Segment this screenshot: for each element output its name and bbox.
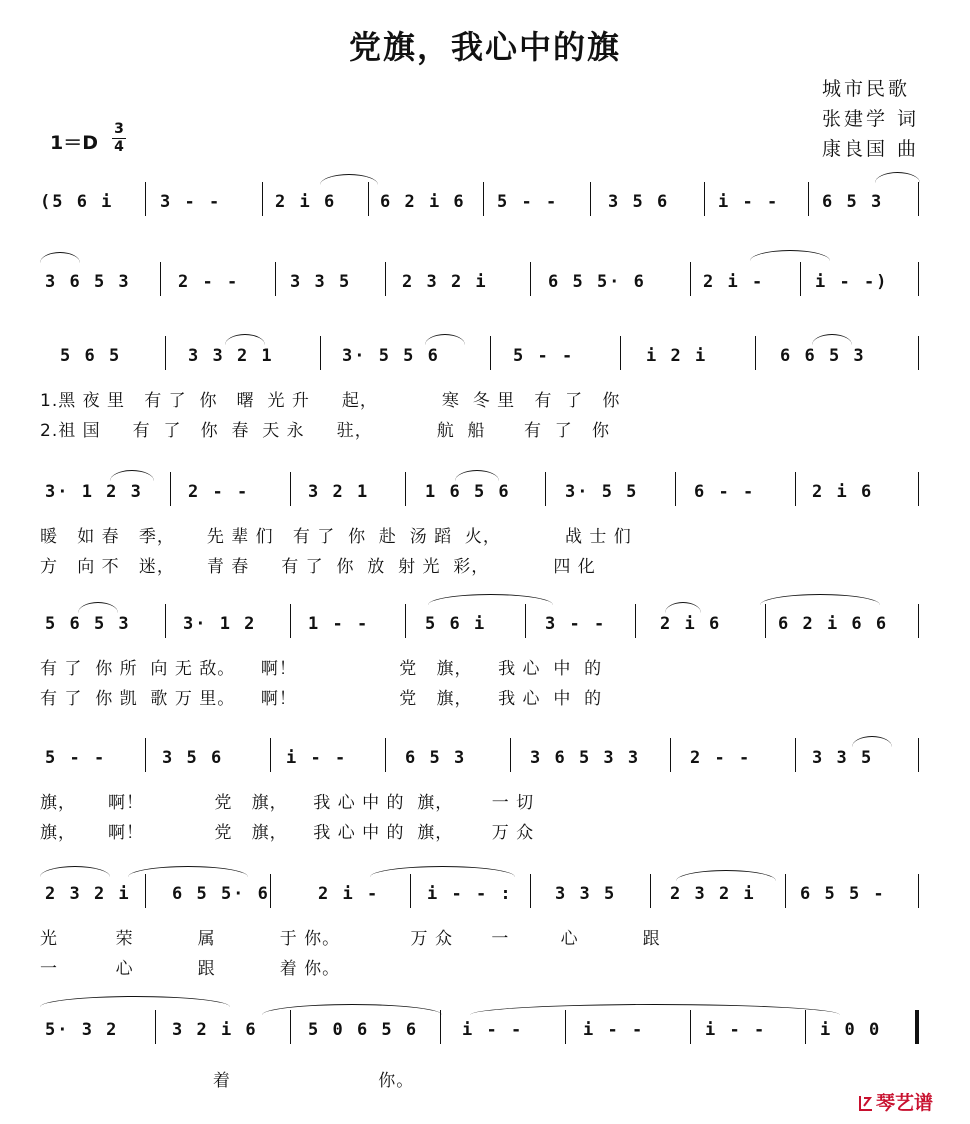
measure-notes: 3· 1 2 3: [45, 482, 143, 502]
slur-arc: [760, 594, 880, 605]
slur-arc: [428, 594, 553, 605]
lyric-verse-2: 有 了 你 凯 歌 万 里。 啊！ 党 旗， 我 心 中 的: [40, 689, 603, 709]
measure-notes: 5 6 i: [425, 614, 487, 634]
measure-notes: 3 - -: [545, 614, 607, 634]
bar-line: [440, 1010, 441, 1044]
bar-line: [165, 336, 166, 370]
notes-row: [0, 884, 970, 914]
measure-notes: 6 6 5 3: [780, 346, 866, 366]
measure-notes: 3 6 5 3 3: [530, 748, 641, 768]
logo-icon: [858, 1094, 874, 1112]
slur-arc: [470, 1004, 840, 1015]
bar-line: [483, 182, 484, 216]
bar-line: [918, 336, 919, 370]
measure-notes: 6 5 3: [405, 748, 467, 768]
measure-notes: i - -): [815, 272, 889, 292]
measure-notes: 6 2 i 6 6: [778, 614, 889, 634]
measure-notes: 3 5 6: [162, 748, 224, 768]
slur-arc: [40, 996, 230, 1007]
measure-notes: 6 5 5 -: [800, 884, 886, 904]
bar-line: [690, 1010, 691, 1044]
time-signature: [112, 122, 126, 155]
measure-notes: 3 5 6: [608, 192, 670, 212]
time-numerator: 3: [114, 121, 124, 137]
bar-line: [170, 472, 171, 506]
slur-arc: [875, 172, 920, 183]
bar-line: [290, 604, 291, 638]
lyric-verse-1: 1.黑 夜 里 有 了 你 曙 光 升 起， 寒 冬 里 有 了 你: [40, 391, 621, 411]
measure-notes: 3 2 i 6: [172, 1020, 258, 1040]
slur-arc: [750, 250, 830, 261]
measure-notes: i - -: [462, 1020, 524, 1040]
watermark-text: 琴艺谱: [876, 1092, 934, 1114]
measure-notes: i 0 0: [820, 1020, 882, 1040]
bar-line: [808, 182, 809, 216]
lyric-verse-1: 暖 如 春 季， 先 辈 们 有 了 你 赴 汤 蹈 火， 战 士 们: [40, 527, 632, 547]
bar-line: [385, 738, 386, 772]
slur-arc: [262, 1004, 442, 1015]
lyric-verse-1: 着 你。: [40, 1071, 415, 1091]
measure-notes: 2 i -: [318, 884, 380, 904]
bar-line: [510, 738, 511, 772]
measure-notes: i - -: [718, 192, 780, 212]
bar-line: [368, 182, 369, 216]
measure-notes: 5 - -: [497, 192, 559, 212]
measure-notes: 3· 1 2: [183, 614, 257, 634]
slur-arc: [676, 870, 776, 881]
bar-line: [785, 874, 786, 908]
measure-notes: 3 3 5: [290, 272, 352, 292]
slur-arc: [320, 174, 378, 185]
measure-notes: 2 i 6: [660, 614, 722, 634]
page-title: 党旗，我心中的旗: [348, 28, 621, 66]
bar-line: [275, 262, 276, 296]
bar-line: [918, 874, 919, 908]
slur-arc: [110, 470, 154, 481]
lyric-verse-1: 旗， 啊！ 党 旗， 我 心 中 的 旗， 一 切: [40, 793, 535, 813]
notes-row: [0, 748, 970, 778]
bar-line: [670, 738, 671, 772]
measure-notes: 5 0 6 5 6: [308, 1020, 419, 1040]
bar-line: [755, 336, 756, 370]
measure-notes: (5 6 i: [40, 192, 114, 212]
bar-line: [918, 472, 919, 506]
measure-notes: 3· 5 5 6: [342, 346, 440, 366]
bar-line: [918, 738, 919, 772]
measure-notes: 6 5 5· 6: [548, 272, 646, 292]
measure-notes: 6 2 i 6: [380, 192, 466, 212]
measure-notes: 3 3 2 1: [188, 346, 274, 366]
time-denominator: 4: [114, 139, 124, 155]
bar-line: [565, 1010, 566, 1044]
slur-arc: [128, 866, 248, 877]
credits: [822, 74, 919, 164]
bar-line: [590, 182, 591, 216]
measure-notes: i - - :: [427, 884, 513, 904]
bar-line: [704, 182, 705, 216]
measure-notes: 6 5 3: [822, 192, 884, 212]
measure-notes: 6 - -: [694, 482, 756, 502]
slur-arc: [370, 866, 515, 877]
notes-row: [0, 192, 970, 222]
bar-line: [145, 182, 146, 216]
measure-notes: 3 - -: [160, 192, 222, 212]
measure-notes: 2 i 6: [812, 482, 874, 502]
bar-line: [800, 262, 801, 296]
credit-composer: 康良国 曲: [822, 138, 920, 160]
lyric-verse-2: 2.祖 国 有 了 你 春 天 永 驻， 航 船 有 了 你: [40, 421, 610, 441]
bar-line: [155, 1010, 156, 1044]
lyric-verse-2: 一 心 跟 着 你。: [40, 959, 341, 979]
measure-notes: i - -: [705, 1020, 767, 1040]
measure-notes: 3· 5 5: [565, 482, 639, 502]
bar-line: [690, 262, 691, 296]
bar-line: [405, 472, 406, 506]
bar-line: [530, 874, 531, 908]
bar-line: [620, 336, 621, 370]
watermark-logo: [858, 1088, 933, 1115]
bar-line: [918, 604, 919, 638]
bar-line: [675, 472, 676, 506]
measure-notes: 2 i -: [703, 272, 765, 292]
credit-genre: 城市民歌: [822, 78, 911, 100]
slur-arc: [852, 736, 892, 747]
bar-line: [165, 604, 166, 638]
bar-line: [525, 604, 526, 638]
slur-arc: [78, 602, 118, 613]
measure-notes: 5 6 5: [60, 346, 122, 366]
bar-line: [145, 738, 146, 772]
measure-notes: i - -: [286, 748, 348, 768]
key-signature: 1＝D: [50, 132, 98, 154]
bar-line: [765, 604, 766, 638]
lyric-verse-2: 方 向 不 迷， 青 春 有 了 你 放 射 光 彩， 四 化: [40, 557, 596, 577]
notes-row: [0, 614, 970, 644]
slur-arc: [225, 334, 265, 345]
bar-line: [262, 182, 263, 216]
notes-row: [0, 346, 970, 376]
bar-line: [385, 262, 386, 296]
bar-line: [530, 262, 531, 296]
measure-notes: 3 6 5 3: [45, 272, 131, 292]
lyric-verse-1: 光 荣 属 于 你。 万 众 一 心 跟: [40, 929, 661, 949]
lyric-verse-1: 有 了 你 所 向 无 敌。 啊！ 党 旗， 我 心 中 的: [40, 659, 603, 679]
measure-notes: 2 3 2 i: [402, 272, 488, 292]
notes-row: [0, 272, 970, 302]
slur-arc: [40, 866, 110, 877]
bar-line: [145, 874, 146, 908]
measure-notes: 3 3 5: [812, 748, 874, 768]
bar-line: [410, 874, 411, 908]
slur-arc: [455, 470, 499, 481]
lyric-verse-2: 旗， 啊！ 党 旗， 我 心 中 的 旗， 万 众: [40, 823, 535, 843]
measure-notes: 1 6 5 6: [425, 482, 511, 502]
measure-notes: 5 - -: [513, 346, 575, 366]
slur-arc: [40, 252, 80, 263]
measure-notes: 2 3 2 i: [45, 884, 131, 904]
bar-line: [160, 262, 161, 296]
bar-line: [915, 1010, 919, 1044]
measure-notes: 2 - -: [188, 482, 250, 502]
notes-row: [0, 1020, 970, 1050]
bar-line: [635, 604, 636, 638]
slur-arc: [425, 334, 465, 345]
bar-line: [795, 738, 796, 772]
bar-line: [795, 472, 796, 506]
measure-notes: i 2 i: [646, 346, 708, 366]
bar-line: [490, 336, 491, 370]
measure-notes: 2 i 6: [275, 192, 337, 212]
measure-notes: 2 - -: [178, 272, 240, 292]
bar-line: [918, 262, 919, 296]
slur-arc: [665, 602, 701, 613]
bar-line: [290, 1010, 291, 1044]
bar-line: [545, 472, 546, 506]
bar-line: [320, 336, 321, 370]
bar-line: [270, 874, 271, 908]
measure-notes: 2 3 2 i: [670, 884, 756, 904]
bar-line: [270, 738, 271, 772]
measure-notes: 2 - -: [690, 748, 752, 768]
bar-line: [650, 874, 651, 908]
bar-line: [290, 472, 291, 506]
measure-notes: 3 2 1: [308, 482, 370, 502]
bar-line: [918, 182, 919, 216]
measure-notes: 1 - -: [308, 614, 370, 634]
credit-lyricist: 张建学 词: [822, 108, 920, 130]
measure-notes: 5 - -: [45, 748, 107, 768]
measure-notes: i - -: [583, 1020, 645, 1040]
measure-notes: 3 3 5: [555, 884, 617, 904]
bar-line: [405, 604, 406, 638]
measure-notes: 6 5 5· 6: [172, 884, 270, 904]
measure-notes: 5· 3 2: [45, 1020, 119, 1040]
notes-row: [0, 482, 970, 512]
bar-line: [805, 1010, 806, 1044]
measure-notes: 5 6 5 3: [45, 614, 131, 634]
slur-arc: [812, 334, 852, 345]
